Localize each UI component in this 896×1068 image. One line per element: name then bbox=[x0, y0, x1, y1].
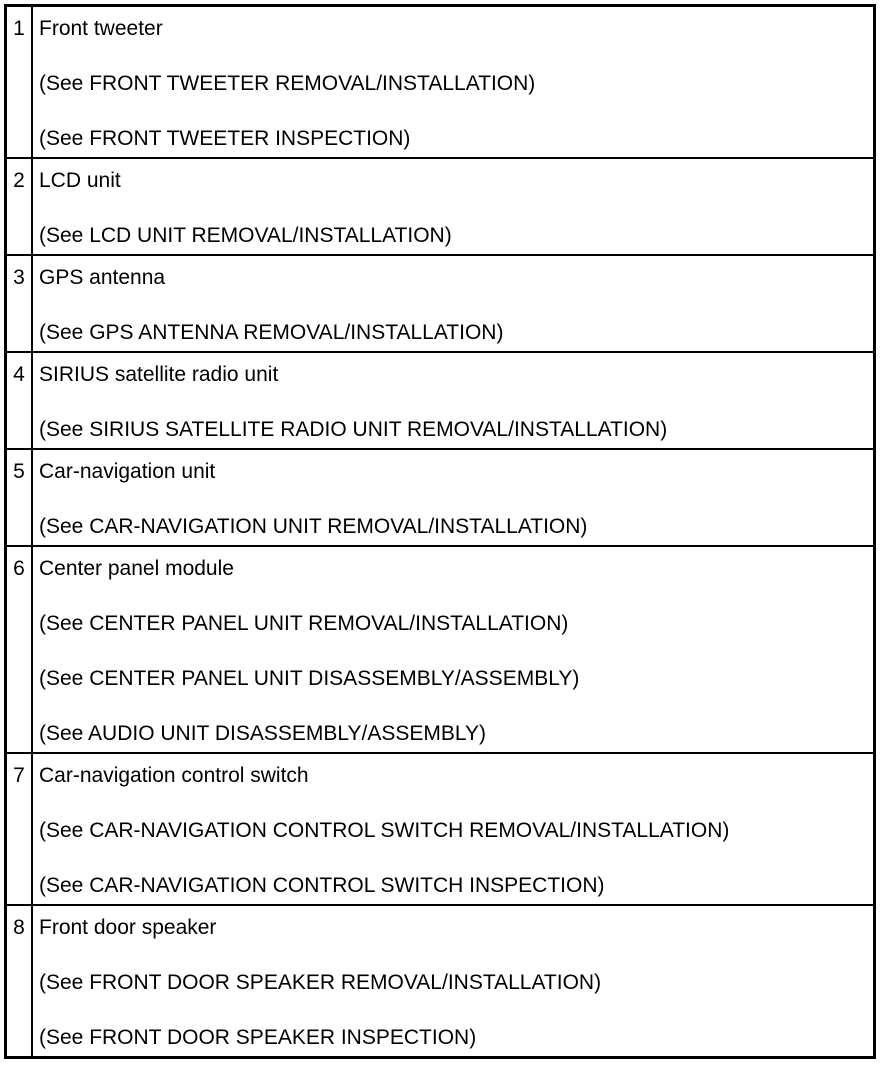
part-title: Front door speaker bbox=[39, 916, 217, 939]
row-number: 5 bbox=[7, 450, 33, 545]
reference-link[interactable]: (See FRONT DOOR SPEAKER REMOVAL/INSTALLATION) bbox=[39, 971, 602, 994]
part-title: Car-navigation unit bbox=[39, 460, 216, 483]
row-number: 8 bbox=[7, 906, 33, 1056]
row-content bbox=[33, 353, 873, 448]
part-title: Car-navigation control switch bbox=[39, 764, 309, 787]
reference-link[interactable]: (See FRONT TWEETER INSPECTION) bbox=[39, 127, 411, 150]
reference-link[interactable]: (See SIRIUS SATELLITE RADIO UNIT REMOVAL/INSTALLATION) bbox=[39, 418, 668, 441]
reference-link[interactable]: (See LCD UNIT REMOVAL/INSTALLATION) bbox=[39, 224, 452, 247]
reference-link[interactable]: (See CENTER PANEL UNIT DISASSEMBLY/ASSEMBLY) bbox=[39, 667, 580, 690]
row-number: 6 bbox=[7, 547, 33, 752]
part-title: GPS antenna bbox=[39, 266, 166, 289]
row-number: 2 bbox=[7, 159, 33, 254]
reference-link[interactable]: (See FRONT TWEETER REMOVAL/INSTALLATION) bbox=[39, 72, 536, 95]
part-title: LCD unit bbox=[39, 169, 121, 192]
table-row bbox=[7, 7, 873, 159]
part-title: Front tweeter bbox=[39, 17, 163, 40]
reference-link[interactable]: (See AUDIO UNIT DISASSEMBLY/ASSEMBLY) bbox=[39, 722, 486, 745]
row-content bbox=[33, 754, 873, 904]
reference-link[interactable]: (See CENTER PANEL UNIT REMOVAL/INSTALLATION) bbox=[39, 612, 569, 635]
row-number: 7 bbox=[7, 754, 33, 904]
table-row bbox=[7, 450, 873, 547]
reference-link[interactable]: (See CAR-NAVIGATION CONTROL SWITCH INSPECTION) bbox=[39, 874, 605, 897]
reference-link[interactable]: (See CAR-NAVIGATION UNIT REMOVAL/INSTALLATION) bbox=[39, 515, 588, 538]
table-row bbox=[7, 547, 873, 754]
row-content bbox=[33, 906, 873, 1056]
table-row bbox=[7, 256, 873, 353]
row-content bbox=[33, 450, 873, 545]
table-row bbox=[7, 353, 873, 450]
table-row bbox=[7, 754, 873, 906]
reference-link[interactable]: (See FRONT DOOR SPEAKER INSPECTION) bbox=[39, 1026, 477, 1049]
table-row bbox=[7, 159, 873, 256]
row-content bbox=[33, 256, 873, 351]
parts-table bbox=[4, 4, 876, 1059]
row-content bbox=[33, 7, 873, 157]
reference-link[interactable]: (See CAR-NAVIGATION CONTROL SWITCH REMOVAL/INSTALLATION) bbox=[39, 819, 730, 842]
row-number: 3 bbox=[7, 256, 33, 351]
row-content bbox=[33, 547, 873, 752]
part-title: SIRIUS satellite radio unit bbox=[39, 363, 279, 386]
row-content bbox=[33, 159, 873, 254]
row-number: 1 bbox=[7, 7, 33, 157]
row-number: 4 bbox=[7, 353, 33, 448]
part-title: Center panel module bbox=[39, 557, 234, 580]
reference-link[interactable]: (See GPS ANTENNA REMOVAL/INSTALLATION) bbox=[39, 321, 504, 344]
table-row bbox=[7, 906, 873, 1056]
